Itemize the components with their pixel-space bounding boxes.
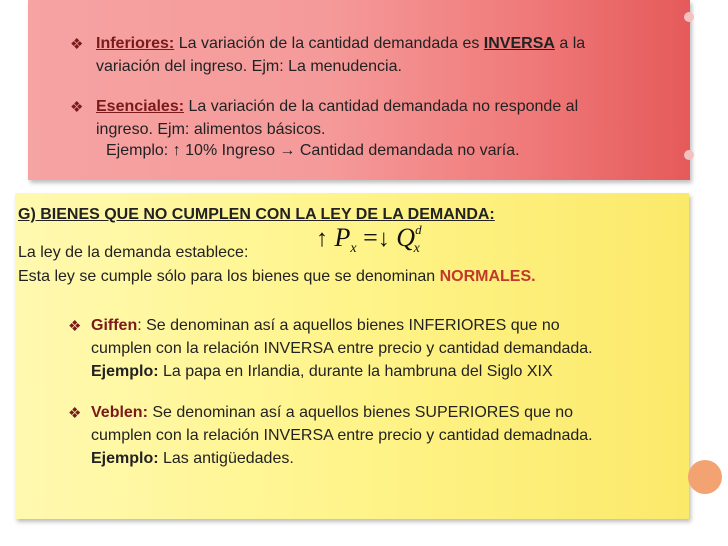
law-line2	[18, 268, 536, 286]
inferiores-text-end: a la	[554, 35, 586, 52]
giffen-line2: cumplen con la relación INVERSA entre precio y cantidad demandada.	[91, 340, 593, 357]
veblen-text: Se denominan así a aquellos bienes SUPERIORES que no	[147, 404, 574, 421]
veblen-paragraph	[91, 401, 677, 470]
formula-quantity-sub: x	[413, 241, 420, 256]
down-arrow-icon: ↓	[377, 226, 390, 252]
demand-law-formula	[316, 222, 420, 257]
section-heading: G) BIENES QUE NO CUMPLEN CON LA LEY DE LA DEMANDA:	[18, 206, 495, 223]
esenciales-text: La variación de la cantidad demandada no responde al	[184, 98, 579, 115]
veblen-line2: cumplen con la relación INVERSA entre precio y cantidad demadnada.	[91, 427, 593, 444]
giffen-example-text: La papa en Irlandia, durante la hambruna del Siglo XIX	[158, 363, 553, 380]
giffen-text: Se denominan así a aquellos bienes INFERIORES que no	[141, 317, 560, 334]
formula-equals: =	[363, 223, 378, 252]
formula-quantity: Q	[396, 223, 416, 252]
decorative-circle	[688, 460, 722, 494]
formula-price: P	[334, 223, 351, 252]
formula-quantity-sup: d	[415, 222, 422, 237]
up-arrow-icon: ↑	[316, 226, 328, 252]
normales-emphasis: NORMALES.	[439, 268, 536, 285]
giffen-label: Giffen	[91, 317, 138, 334]
inferiores-text: La variación de la cantidad demandada es	[174, 35, 484, 52]
diamond-bullet-icon: ❖	[70, 99, 84, 116]
edge-dot	[684, 150, 694, 160]
giffen-paragraph	[91, 314, 677, 383]
diamond-bullet-icon: ❖	[70, 36, 84, 53]
inferiores-line2: variación del ingreso. Ejm: La menudencia.	[96, 58, 402, 75]
esenciales-label: Esenciales:	[96, 98, 185, 115]
edge-dot	[684, 12, 694, 22]
veblen-label: Veblen:	[91, 404, 148, 421]
diamond-bullet-icon: ❖	[68, 318, 82, 335]
formula-price-sub: x	[350, 241, 357, 256]
esenciales-paragraph	[96, 95, 680, 141]
inversa-emphasis: INVERSA	[483, 35, 555, 52]
veblen-example-text: Las antigüedades.	[158, 450, 294, 467]
giffen-example-label: Ejemplo:	[91, 363, 159, 380]
giffen-colon: :	[137, 317, 142, 334]
diamond-bullet-icon: ❖	[68, 405, 82, 422]
inferiores-label: Inferiores:	[96, 35, 175, 52]
law-intro: La ley de la demanda establece:	[18, 244, 249, 261]
inferiores-paragraph	[96, 32, 680, 78]
esenciales-line2: ingreso. Ejm: alimentos básicos.	[96, 121, 326, 138]
veblen-example-label: Ejemplo:	[91, 450, 159, 467]
law-line2-text: Esta ley se cumple sólo para los bienes que se denominan	[18, 268, 440, 285]
esenciales-example: Ejemplo: ↑ 10% Ingreso → Cantidad demandada no varía.	[106, 142, 520, 159]
